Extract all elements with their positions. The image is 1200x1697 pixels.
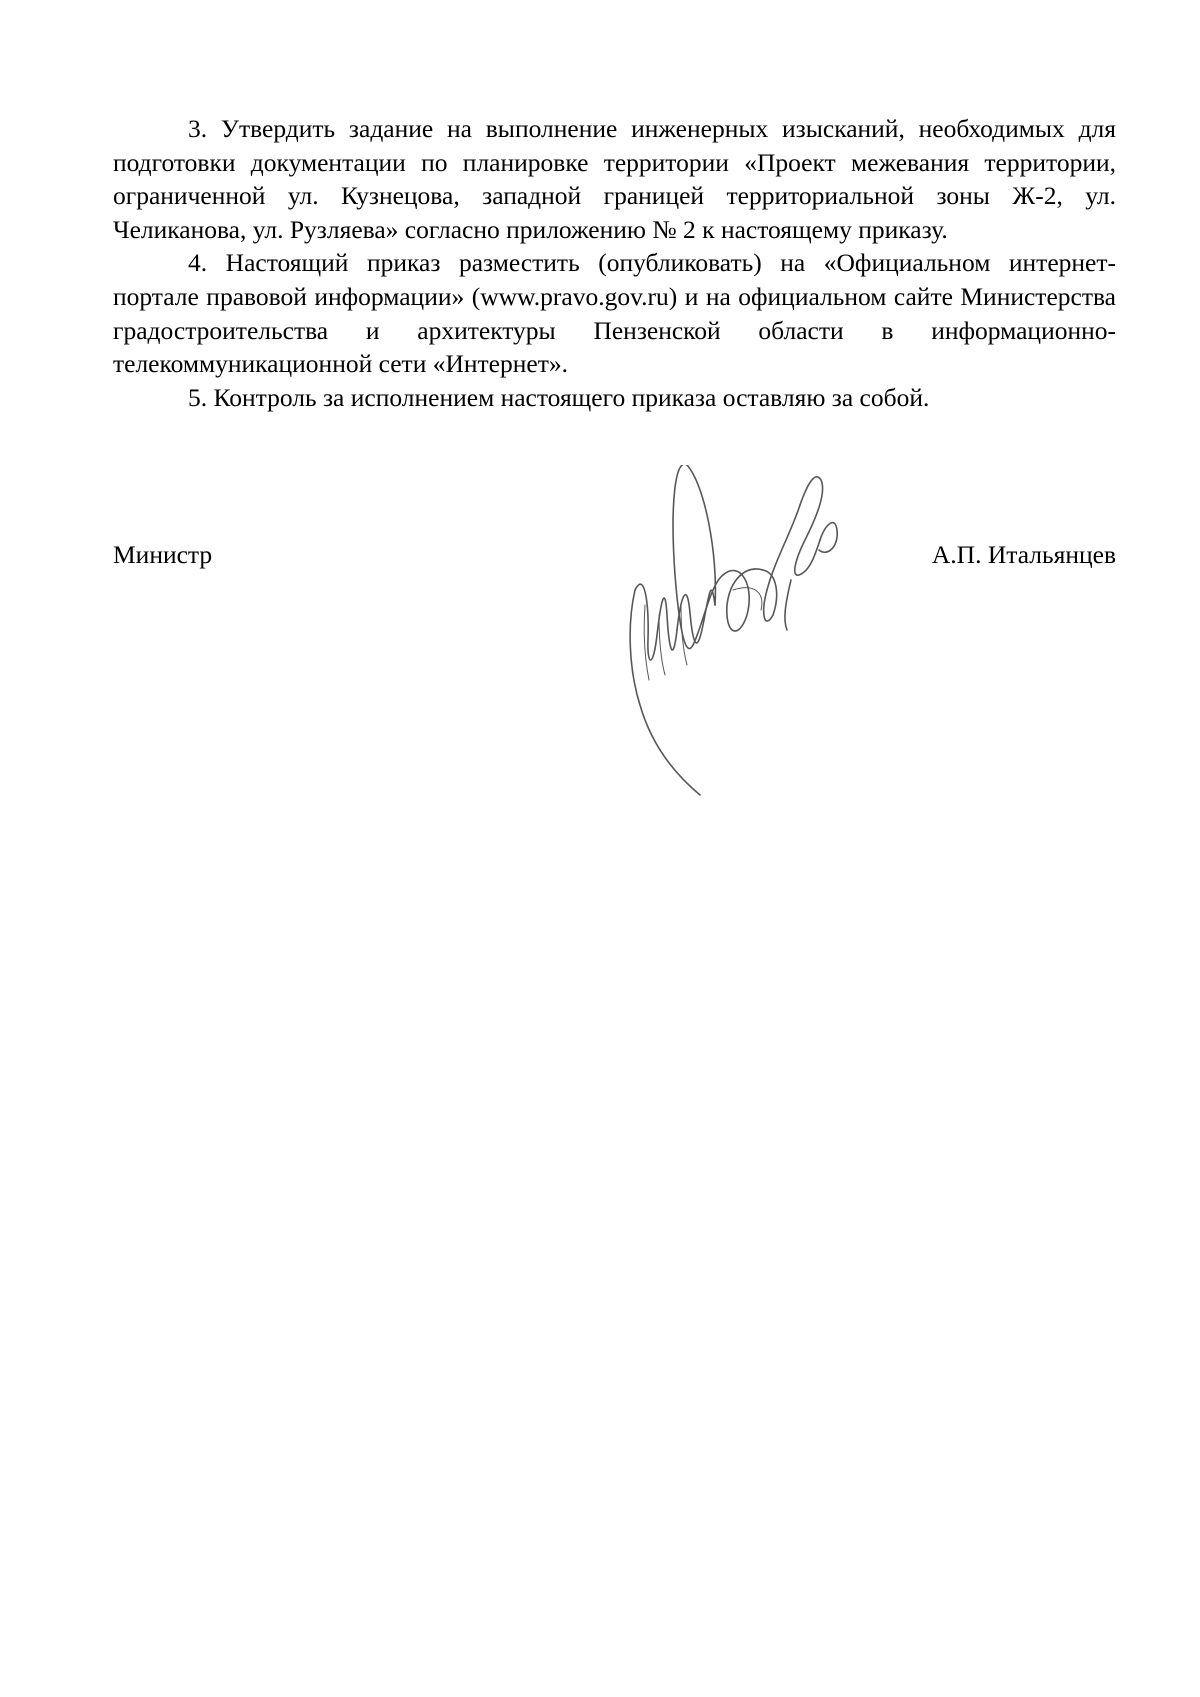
signatory-name: А.П. Итальянцев — [931, 540, 1116, 569]
document-body — [113, 112, 1116, 414]
signatory-title: Министр — [113, 540, 213, 569]
paragraph-4: 4. Настоящий приказ разместить (опубликовать) на «Официальном интернет-портале правовой информации» (www.pravo.gov.ru) и на официальном сайте Министерства градостроительства и архитектуры Пензенской области в информационно-телекоммуникационной сети «Интернет». — [113, 248, 1116, 379]
handwritten-signature — [615, 465, 865, 805]
paragraph-3: 3. Утвердить задание на выполнение инженерных изысканий, необходимых для подготовки документации по планировке территории «Проект межевания территории, ограниченной ул. Кузнецова, западной границей территориальной зоны Ж-2, ул. Челиканова, ул. Рузляева» согласно приложению № 2 к настоящему приказу. — [113, 114, 1116, 244]
paragraph-5: 5. Контроль за исполнением настоящего приказа оставляю за собой. — [188, 382, 930, 412]
